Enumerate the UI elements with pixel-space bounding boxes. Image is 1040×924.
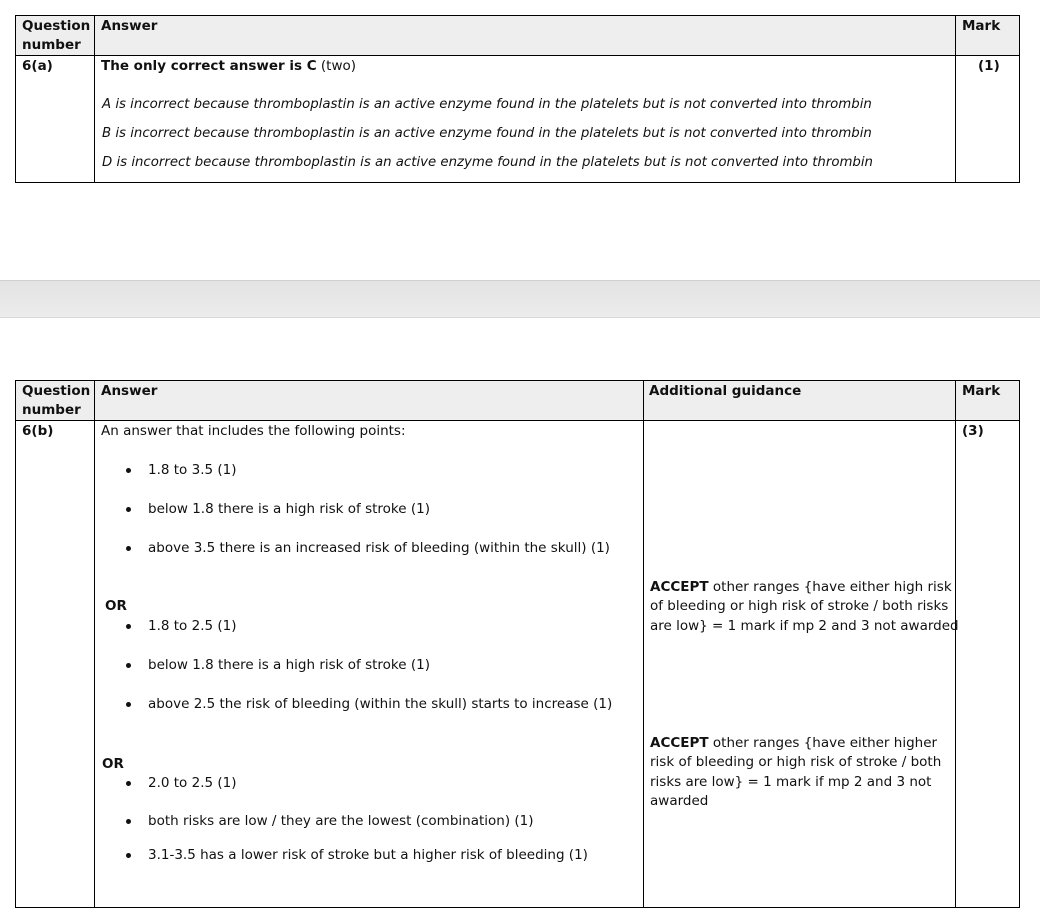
guidance-line: of bleeding or high risk of stroke / both risks [650,598,949,614]
column-divider [643,381,644,907]
page-break [0,280,1040,318]
guidance-line: other ranges {have either high risk [708,579,952,595]
guidance-line: are low} = 1 mark if mp 2 and 3 not awarded [650,618,959,634]
guidance-line: awarded [650,793,709,809]
header-guidance: Additional guidance [649,383,802,399]
guidance-line: risks are low} = 1 mark if mp 2 and 3 not [650,774,932,790]
reason-a: A is incorrect because thromboplastin is an active enzyme found in the platelets but is not converted into thrombin [102,97,872,112]
list-item: 1.8 to 3.5 (1) [148,462,237,478]
guidance-line: other ranges {have either higher [708,735,938,751]
correct-answer-detail: (two) [316,58,357,74]
column-divider [94,381,95,907]
mark-scheme-table-6a [15,15,1020,183]
correct-answer-bold: The only correct answer is C [101,58,317,74]
guidance-line: risk of bleeding or high risk of stroke / both [650,754,942,770]
or-separator: OR [105,598,127,614]
list-item: above 2.5 the risk of bleeding (within the skull) starts to increase (1) [148,696,613,712]
accept-label: ACCEPT [650,579,709,595]
mark-value: (3) [962,423,984,439]
list-item: above 3.5 there is an increased risk of bleeding (within the skull) (1) [148,540,610,556]
column-divider [955,16,956,182]
header-mark: Mark [962,18,1001,34]
question-number: 6(b) [22,423,54,439]
list-item: below 1.8 there is a high risk of stroke (1) [148,501,430,517]
accept-label: ACCEPT [650,735,709,751]
question-number: 6(a) [22,58,53,74]
bullet-icon [126,663,131,668]
mark-scheme-table-6b [15,380,1020,908]
bullet-icon [126,624,131,629]
bullet-icon [126,781,131,786]
or-separator: OR [102,756,124,772]
list-item: both risks are low / they are the lowest (combination) (1) [148,813,534,829]
list-item: 2.0 to 2.5 (1) [148,775,237,791]
bullet-icon [126,546,131,551]
reason-d: D is incorrect because thromboplastin is an active enzyme found in the platelets but is not converted into thrombin [102,155,873,170]
list-item: 3.1-3.5 has a lower risk of stroke but a higher risk of bleeding (1) [148,847,588,863]
header-number: number [22,402,81,418]
header-answer: Answer [101,383,158,399]
table-header-row [16,16,1019,56]
header-mark: Mark [962,383,1001,399]
bullet-icon [126,853,131,858]
bullet-icon [126,702,131,707]
header-answer: Answer [101,18,158,34]
header-number: number [22,37,81,53]
bullet-icon [126,507,131,512]
table-header-row [16,381,1019,421]
bullet-icon [126,468,131,473]
guidance-note [650,578,952,597]
column-divider [955,381,956,907]
mark-value: (1) [978,58,1000,74]
list-item: below 1.8 there is a high risk of stroke (1) [148,657,430,673]
header-question: Question [22,383,91,399]
reason-b: B is incorrect because thromboplastin is an active enzyme found in the platelets but is not converted into thrombin [102,126,872,141]
header-question: Question [22,18,91,34]
bullet-icon [126,819,131,824]
guidance-note [650,734,937,753]
correct-answer [101,57,356,76]
column-divider [94,16,95,182]
answer-intro: An answer that includes the following points: [101,423,406,439]
list-item: 1.8 to 2.5 (1) [148,618,237,634]
